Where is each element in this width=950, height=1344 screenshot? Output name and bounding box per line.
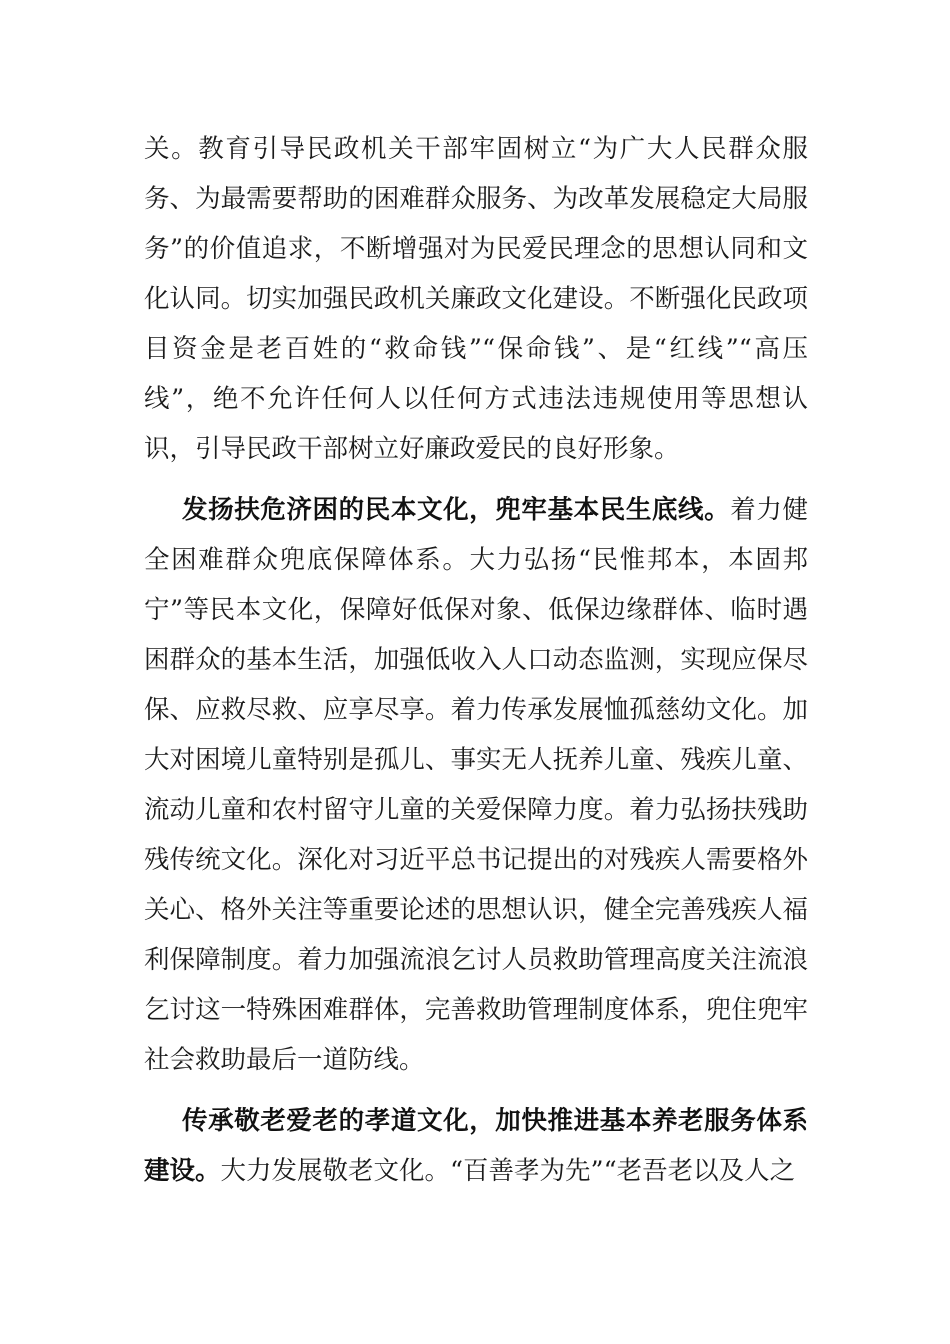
paragraph-text: 关。教育引导民政机关干部牢固树立“为广大人民群众服务、为最需要帮助的困难群众服务、为改革发展稳定大局服务”的价值追求，不断增强对为民爱民理念的思想认同和文化认同。切实加强民政机关廉政文化建设。不断强化民政项目资金是老百姓的“救命钱”“保命钱”、是“红线”“高压线”，绝不允许任何人以任何方式违法违规使用等思想认识，引导民政干部树立好廉政爱民的良好形象。: [144, 134, 808, 464]
paragraph-text: 着力健全困难群众兜底保障体系。大力弘扬“民惟邦本，本固邦宁”等民本文化，保障好低保对象、低保边缘群体、临时遇困群众的基本生活，加强低收入人口动态监测，实现应保尽保、应救尽救、应享尽享。着力传承发展恤孤慈幼文化。加大对困境儿童特别是孤儿、事实无人抚养儿童、残疾儿童、流动儿童和农村留守儿童的关爱保障力度。着力弘扬扶残助残传统文化。深化对习近平总书记提出的对残疾人需要格外关心、格外关注等重要论述的思想认识，健全完善残疾人福利保障制度。着力加强流浪乞讨人员救助管理高度关注流浪乞讨这一特殊困难群体，完善救助管理制度体系，兜住兜牢社会救助最后一道防线。: [144, 495, 808, 1075]
paragraph-filial-piety-culture: [144, 1096, 808, 1196]
document-body: [144, 124, 808, 1207]
paragraph-people-oriented-culture: [144, 485, 808, 1085]
paragraph-text: 大力发展敬老文化。“百善孝为先”“老吾老以及人之: [220, 1156, 796, 1186]
paragraph-continuation: [144, 124, 808, 474]
paragraph-heading: 传承敬老爱老的孝道文化，加快推进基本养老服务体系建设。: [144, 1106, 808, 1186]
paragraph-heading: 发扬扶危济困的民本文化，兜牢基本民生底线。: [182, 495, 731, 525]
